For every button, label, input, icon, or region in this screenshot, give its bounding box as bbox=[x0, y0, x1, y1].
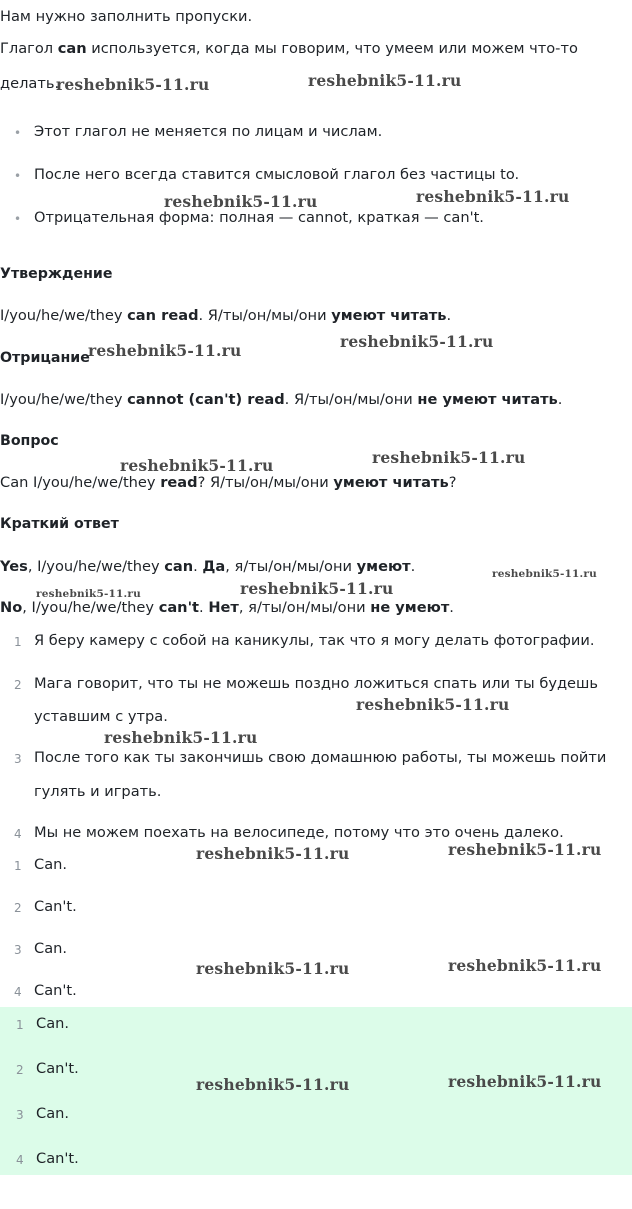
bullet-item: После него всегда ставится смысловой глагол без частицы to. bbox=[34, 166, 520, 183]
bullet-item: Этот глагол не меняется по лицам и числам. bbox=[34, 123, 383, 140]
watermark: reshebnik5-11.ru bbox=[308, 71, 462, 90]
negative-example: I/you/he/we/they cannot (can't) read. Я/ты/он/мы/они не умеют читать. bbox=[0, 391, 563, 408]
watermark: reshebnik5-11.ru bbox=[88, 341, 242, 360]
watermark: reshebnik5-11.ru bbox=[104, 728, 258, 747]
bullet-marker: • bbox=[14, 212, 22, 226]
rule-text-cont: делать. bbox=[0, 75, 60, 92]
answer-item: Can't. bbox=[34, 898, 77, 915]
rule-text: Глагол can используется, когда мы говорим, что умеем или можем что-то bbox=[0, 40, 578, 57]
question-example: Can I/you/he/we/they read? Я/ты/он/мы/они умеют читать? bbox=[0, 474, 457, 491]
affirmative-example: I/you/he/we/they can read. Я/ты/он/мы/они умеют читать. bbox=[0, 307, 452, 324]
short-answer-no: No, I/you/he/we/they can't. Нет, я/ты/он/мы/они не умеют. bbox=[0, 599, 454, 616]
list-number: 1 bbox=[16, 1018, 24, 1032]
list-number: 3 bbox=[14, 943, 22, 957]
answer-item: Can. bbox=[34, 856, 68, 873]
watermark: reshebnik5-11.ru bbox=[448, 956, 602, 975]
bullet-marker: • bbox=[14, 169, 22, 183]
watermark: reshebnik5-11.ru bbox=[36, 588, 141, 600]
list-number: 3 bbox=[14, 752, 22, 766]
watermark: reshebnik5-11.ru bbox=[120, 456, 274, 475]
watermark: reshebnik5-11.ru bbox=[340, 332, 494, 351]
translation-item-cont: уставшим с утра. bbox=[34, 708, 168, 725]
watermark: reshebnik5-11.ru bbox=[356, 695, 510, 714]
question-heading: Вопрос bbox=[0, 433, 59, 449]
translation-item-cont: гулять и играть. bbox=[34, 783, 162, 800]
list-number: 3 bbox=[16, 1108, 24, 1122]
watermark: reshebnik5-11.ru bbox=[164, 192, 318, 211]
translation-item: Я беру камеру с собой на каникулы, так что я могу делать фотографии. bbox=[34, 632, 595, 649]
intro-text: Нам нужно заполнить пропуски. bbox=[0, 8, 253, 25]
watermark: reshebnik5-11.ru bbox=[56, 75, 210, 94]
final-answer-item: Can't. bbox=[36, 1150, 79, 1167]
answer-item: Can. bbox=[34, 940, 68, 957]
list-number: 4 bbox=[16, 1153, 24, 1167]
list-number: 4 bbox=[14, 827, 22, 841]
bullet-item: Отрицательная форма: полная — cannot, краткая — can't. bbox=[34, 209, 484, 226]
list-number: 4 bbox=[14, 985, 22, 999]
rule-verb: can bbox=[57, 40, 87, 57]
affirmative-heading: Утверждение bbox=[0, 266, 113, 282]
final-answer-item: Can. bbox=[36, 1105, 70, 1122]
watermark: reshebnik5-11.ru bbox=[416, 187, 570, 206]
final-answer-item: Can't. bbox=[36, 1060, 79, 1077]
list-number: 1 bbox=[14, 859, 22, 873]
list-number: 1 bbox=[14, 635, 22, 649]
watermark: reshebnik5-11.ru bbox=[448, 840, 602, 859]
watermark: reshebnik5-11.ru bbox=[196, 959, 350, 978]
short-answer-heading: Краткий ответ bbox=[0, 516, 119, 532]
watermark: reshebnik5-11.ru bbox=[492, 568, 597, 580]
bullet-marker: • bbox=[14, 126, 22, 140]
watermark: reshebnik5-11.ru bbox=[196, 844, 350, 863]
list-number: 2 bbox=[14, 678, 22, 692]
answer-item: Can't. bbox=[34, 982, 77, 999]
list-number: 2 bbox=[14, 901, 22, 915]
watermark: reshebnik5-11.ru bbox=[448, 1072, 602, 1091]
translation-item: Мага говорит, что ты не можешь поздно ложиться спать или ты будешь bbox=[34, 675, 598, 692]
list-number: 2 bbox=[16, 1063, 24, 1077]
translation-item: Мы не можем поехать на велосипеде, потому что это очень далеко. bbox=[34, 824, 564, 841]
watermark: reshebnik5-11.ru bbox=[196, 1075, 350, 1094]
watermark: reshebnik5-11.ru bbox=[240, 579, 394, 598]
watermark: reshebnik5-11.ru bbox=[372, 448, 526, 467]
translation-item: После того как ты закончишь свою домашнюю работы, ты можешь пойти bbox=[34, 749, 607, 766]
negative-heading: Отрицание bbox=[0, 350, 90, 366]
short-answer-yes: Yes, I/you/he/we/they can. Да, я/ты/он/мы/они умеют. bbox=[0, 558, 416, 575]
final-answer-item: Can. bbox=[36, 1015, 70, 1032]
